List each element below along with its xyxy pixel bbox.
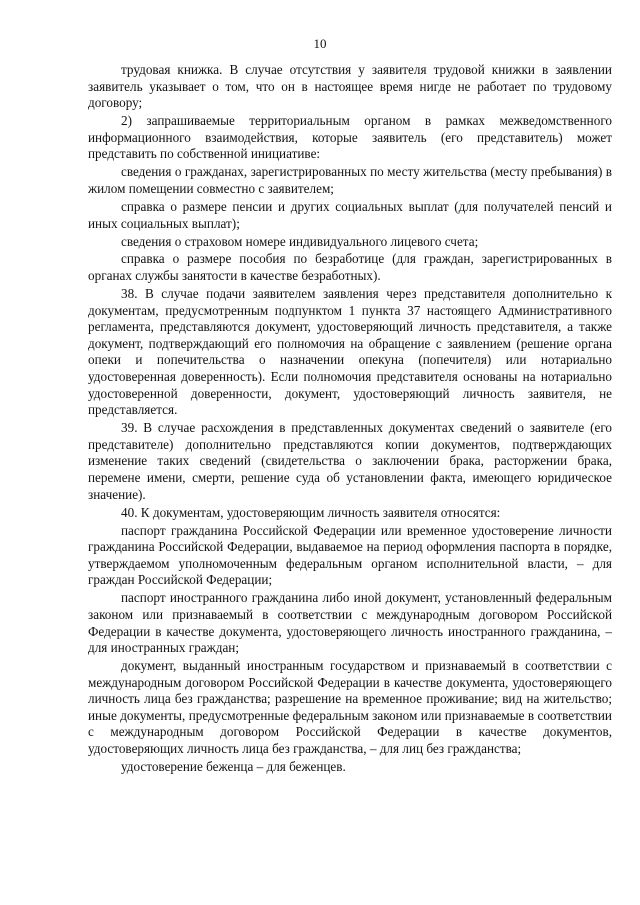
- paragraph-registered-residents: сведения о гражданах, зарегистрированных по месту жительства (месту пребывания) в жилом помещении совместно с заявителем;: [88, 164, 612, 196]
- paragraph-foreign-passport: паспорт иностранного гражданина либо иной документ, установленный федеральным законом или признаваемый в соответствии с международным договором Российской Федерации в качестве документа, удостоверяющего личность иностранного гражданина, – для иностранных граждан;: [88, 590, 612, 656]
- paragraph-item-39: 39. В случае расхождения в представленных документах сведений о заявителе (его представителе) дополнительно представляются копии документов, подтверждающих изменение таких сведений (свидетельства о заключении брака, расторжении брака, перемене имени, смерти, решение суда об установлении факта, имеющего юридическое значение).: [88, 420, 612, 502]
- paragraph-refugee-certificate: удостоверение беженца – для беженцев.: [121, 759, 346, 775]
- paragraph-stateless-document: документ, выданный иностранным государством и признаваемый в соответствии с международным договором Российской Федерации в качестве документа, удостоверяющего личность лица без гражданства; разрешение на временное проживание; вид на жительство; иные документы, предусмотренные федеральным законом или признаваемые в соответствии с международным договором Российской Федерации в качестве документов, удостоверяющих личность лица без гражданства, – для лиц без гражданства;: [88, 658, 612, 757]
- paragraph-unemployment-benefit: справка о размере пособия по безработице (для граждан, зарегистрированных в органах службы занятости в качестве безработных).: [88, 251, 612, 284]
- paragraph-insurance-number: сведения о страховом номере индивидуального лицевого счета;: [121, 233, 479, 249]
- paragraph-item-38: 38. В случае подачи заявителем заявления через представителя дополнительно к документам, предусмотренным подпунктом 1 пункта 37 настоящего Административного регламента, представляются документ, удостоверяющий личность представителя, а также документ, подтверждающий его полномочия на обращение с заявлением (решение органа опеки и попечительства о назначении опекуна (попечителя) или нотариально удостоверенная доверенность). Если полномочия представителя основаны на нотариально удостоверенной доверенности, документ, удостоверяющий личность заявителя, не представляется.: [88, 286, 612, 418]
- paragraph-russian-passport: паспорт гражданина Российской Федерации или временное удостоверение личности гражданина Российской Федерации, выдаваемое на период оформления паспорта в порядке, утверждаемом уполномоченным федеральным органом исполнительной власти, – для граждан Российской Федерации;: [88, 522, 612, 588]
- paragraph-item-40: 40. К документам, удостоверяющим личность заявителя относятся:: [121, 504, 501, 520]
- document-body: [88, 62, 612, 777]
- paragraph-pension-certificate: справка о размере пенсии и других социальных выплат (для получателей пенсий и иных социальных выплат);: [88, 198, 612, 231]
- paragraph-interagency-documents: 2) запрашиваемые территориальным органом в рамках межведомственного информационного взаимодействия, которые заявитель (его представитель) может представить по собственной инициативе:: [88, 113, 612, 162]
- page-number: 10: [313, 36, 327, 51]
- paragraph-employment-book: трудовая книжка. В случае отсутствия у заявителя трудовой книжки в заявлении заявитель указывает о том, что он в настоящее время нигде не работает по трудовому договору;: [88, 62, 612, 111]
